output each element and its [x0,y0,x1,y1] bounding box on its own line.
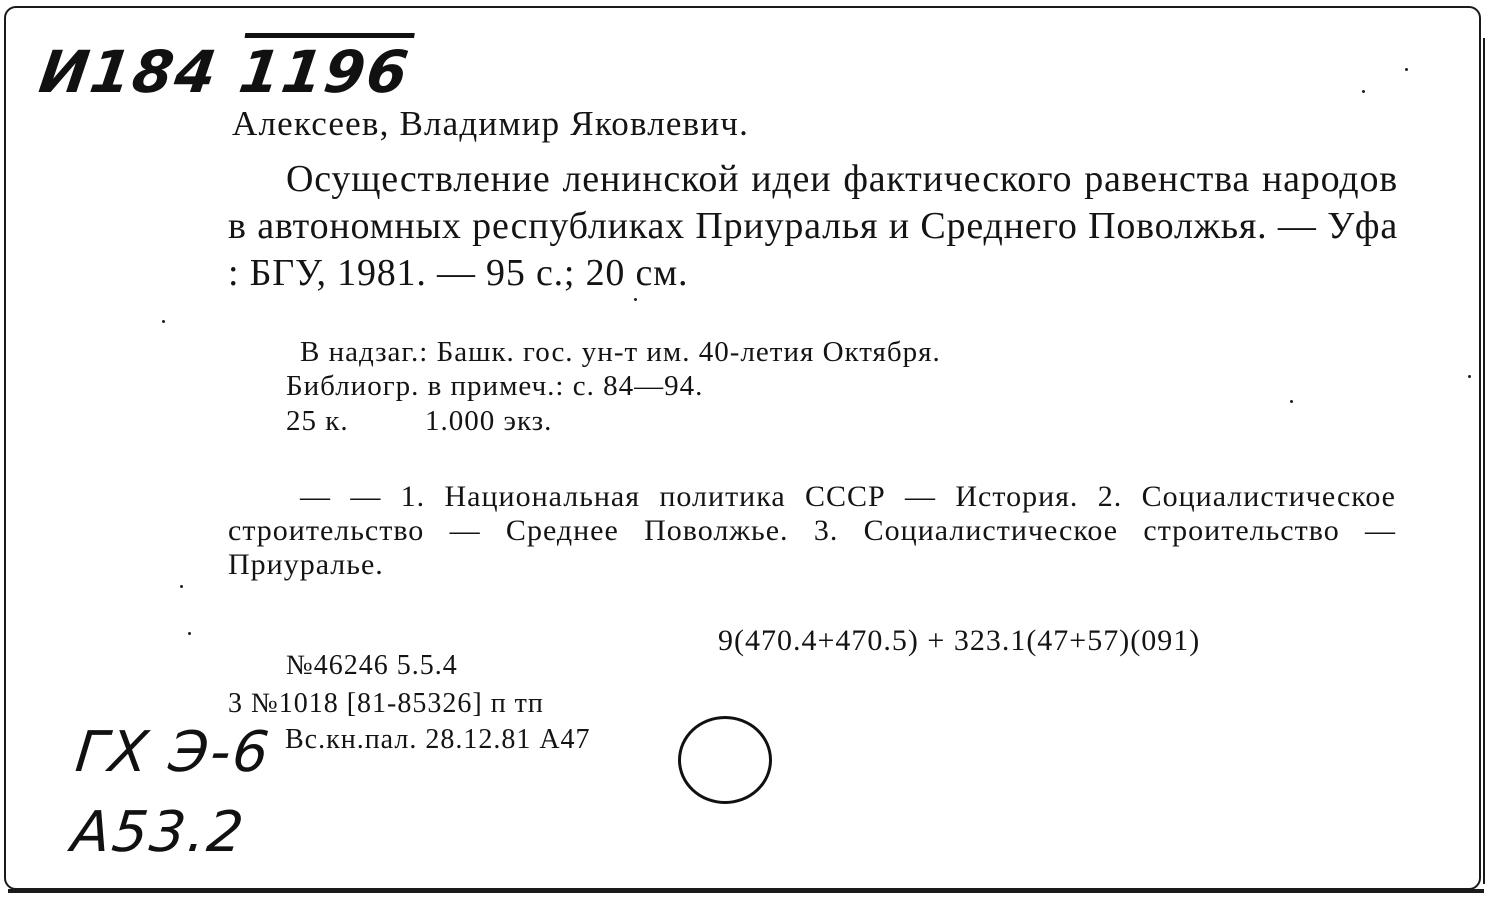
card-punch-hole [678,716,772,804]
scan-speck [1290,400,1293,403]
author-heading: Алексеев, Владимир Яковлевич. [232,104,750,143]
card-edge-shadow [8,889,1484,893]
note-header: В надзаг.: Башк. гос. ун-т им. 40-летия Октября. [300,336,941,368]
scan-speck [1362,90,1365,93]
print-line: Вс.кн.пал. 28.12.81 А47 [285,724,591,755]
handwritten-shelf-mark-main: И184 [35,38,223,106]
price: 25 к. [286,405,349,437]
subject-headings: — — 1. Национальная политика СССР — История. 2. Социалистическое строительство — Среднее Поволжье. 3. Социалистическое строительство — Приуралье. [228,480,1396,581]
record-number: №46246 5.5.4 [286,650,458,681]
classification-index: 9(470.4+470.5) + 323.1(47+57)(091) [718,624,1201,657]
handwritten-shelf-mark-overlined: 1196 [235,38,415,106]
scan-speck [1405,68,1408,71]
handwritten-shelf-mark [35,38,414,106]
scan-speck [634,298,637,301]
print-run: 1.000 экз. [425,405,553,437]
order-line: 3 №1018 [81-85326] п тп [228,688,544,719]
scan-speck [162,320,165,323]
title-description: Осуществление ленинской идеи фактического равенства народов в автономных республиках Приуралья и Среднего Поволжья. — Уфа : БГУ, 1981. — 95 с.; 20 см. [228,158,1398,294]
handwritten-call-number-line2: А53.2 [68,800,249,865]
handwritten-call-number-line1: ГХ Э-6 [72,720,274,785]
scan-speck [1468,375,1471,378]
note-bibliography: Библиогр. в примеч.: с. 84—94. [286,370,704,402]
scan-speck [188,632,191,635]
scan-speck [180,585,183,588]
